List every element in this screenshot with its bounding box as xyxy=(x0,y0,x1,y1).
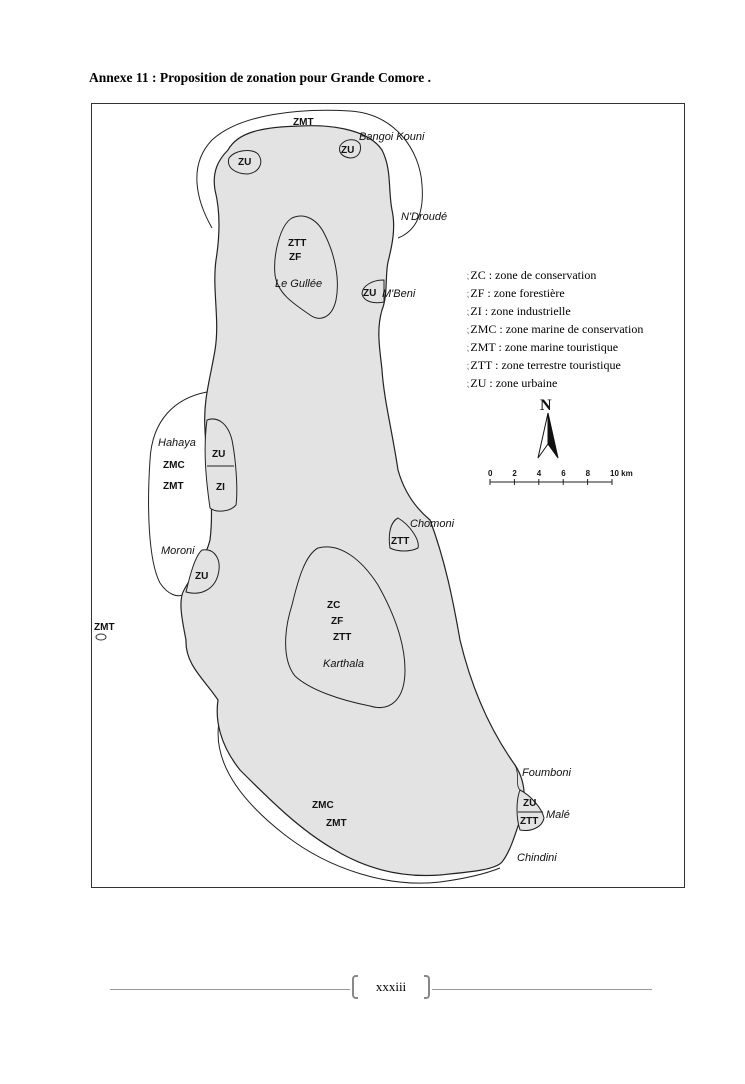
legend-item-ztt: ⁏ZTT : zone terrestre touristique xyxy=(466,358,621,372)
place-mbeni: M'Beni xyxy=(382,288,416,300)
zone-zu-nw: ZU xyxy=(238,157,252,168)
legend-item-zc: ⁏ZC : zone de conservation xyxy=(466,268,597,282)
legend-item-zmt: ⁏ZMT : zone marine touristique xyxy=(466,340,619,354)
zone-zf-karthala: ZF xyxy=(331,616,344,627)
footer-rule-right xyxy=(432,989,652,990)
scale-tick-label: 4 xyxy=(536,469,542,478)
north-arrow-left-half xyxy=(538,413,548,458)
legend-tick: ⁏ xyxy=(466,325,470,336)
north-arrow xyxy=(538,397,558,458)
zone-zu-hahaya: ZU xyxy=(212,449,226,460)
legend-tick: ⁏ xyxy=(466,361,470,372)
scale-tick-label: 6 xyxy=(561,469,566,478)
zone-zmt-south: ZMT xyxy=(326,818,347,829)
zone-zmt-north: ZMT xyxy=(293,117,314,128)
place-chomoni: Chomoni xyxy=(410,518,455,530)
page-number: xxxiii xyxy=(375,979,407,994)
zone-zu-foumboni: ZU xyxy=(523,798,537,809)
place-karthala: Karthala xyxy=(323,658,364,670)
scale-bar xyxy=(488,469,633,485)
north-label: N xyxy=(540,397,552,414)
place-chindini: Chindini xyxy=(517,852,557,864)
place-le-gulle: Le Gullée xyxy=(275,278,323,290)
scale-tick-label: 8 xyxy=(585,469,591,478)
legend-tick: ⁏ xyxy=(466,343,470,354)
place-foumboni: Foumboni xyxy=(522,767,571,779)
scale-tick-label: 2 xyxy=(512,469,517,478)
legend-item-zi: ⁏ZI : zone industrielle xyxy=(466,304,571,318)
legend-item-zf: ⁏ZF : zone forestière xyxy=(466,286,565,300)
legend-tick: ⁏ xyxy=(466,271,470,282)
legend xyxy=(466,267,643,393)
zone-zf-north: ZF xyxy=(289,252,302,263)
zone-zu-moroni: ZU xyxy=(195,571,209,582)
place-male: Malé xyxy=(546,809,570,821)
scale-tick-label: 10 km xyxy=(610,469,633,478)
zone-zmc-south: ZMC xyxy=(312,800,334,811)
legend-tick: ⁏ xyxy=(466,379,470,390)
scale-tick-label: 0 xyxy=(488,469,493,478)
legend-item-zu: ⁏ZU : zone urbaine xyxy=(466,376,558,390)
page-title: Annexe 11 : Proposition de zonation pour Grande Comore . xyxy=(89,70,432,85)
place-moroni: Moroni xyxy=(161,545,195,557)
zone-zmt-west: ZMT xyxy=(163,481,184,492)
zone-ztt-male: ZTT xyxy=(520,816,539,827)
zone-zu-ne: ZU xyxy=(341,145,355,156)
place-ndroude: N'Droudé xyxy=(401,211,448,223)
zone-zc-karthala: ZC xyxy=(327,600,341,611)
legend-tick: ⁏ xyxy=(466,289,470,300)
place-hahaya: Hahaya xyxy=(158,437,196,449)
zone-zmc-west: ZMC xyxy=(163,460,185,471)
legend-item-zmc: ⁏ZMC : zone marine de conservation xyxy=(466,322,644,336)
page-footer xyxy=(0,975,745,1003)
zone-zu-mbeni: ZU xyxy=(363,288,377,299)
footer-rule-left xyxy=(110,989,350,990)
islet-west xyxy=(96,634,106,640)
zone-ztt-north: ZTT xyxy=(288,238,307,249)
zone-ztt-karthala: ZTT xyxy=(333,632,352,643)
north-arrow-right-half xyxy=(548,413,558,458)
legend-tick: ⁏ xyxy=(466,307,470,318)
zone-ztt-chomoni: ZTT xyxy=(391,536,410,547)
zone-zi: ZI xyxy=(216,482,225,493)
footer-bracket-right xyxy=(424,975,430,999)
place-bangoi-kouni: Bangoi Kouni xyxy=(359,131,425,143)
zone-zmt-islet: ZMT xyxy=(94,622,115,633)
